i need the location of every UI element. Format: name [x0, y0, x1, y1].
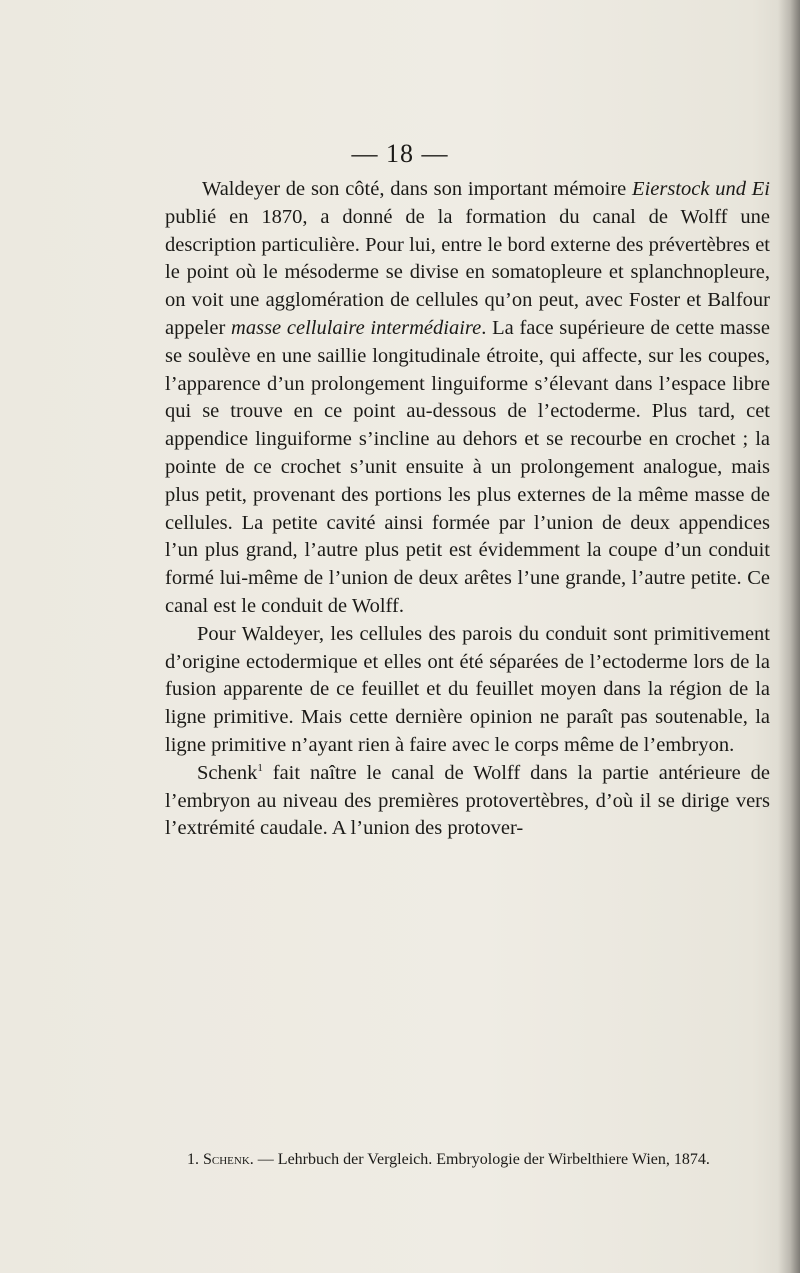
footnote-author: Schenk [203, 1151, 250, 1168]
text-segment: Schenk [197, 761, 258, 784]
footnote [165, 1149, 770, 1170]
text-segment: Pour Waldeyer, les cellules des parois du conduit sont primitivement d’origine ectodermique et elles ont été séparées de l’ectoderme lors de la fusion apparente de ce feuillet et du feuillet moyen dans la région de la ligne primitive. Mais cette dernière opinion ne paraît pas soutenable, la ligne primitive n’ayant rien à faire avec le corps même de l’embryon. [165, 622, 770, 756]
page-binding-shadow [778, 0, 800, 1273]
text-segment: fait naître le canal de Wolff dans la partie antérieure de l’embryon au niveau des premières protovertèbres, d’où il se dirige vers l’extrémité caudale. A l’union des protover- [165, 761, 770, 840]
italic-text: Eierstock und Ei [632, 178, 771, 200]
footnote-reference: 1 [257, 761, 263, 774]
text-segment: publié en 1870, a donné de la formation du canal de Wolff une description particulière. Pour lui, entre le bord externe des prévertèbres et le point où le mésoderme se divise en somatopleure et splanchnopleure, on voit une agglomération de cellules qu’on peut, avec Foster et Balfour appeler [165, 205, 770, 339]
body-text [165, 176, 770, 843]
footnote-number: 1. [187, 1151, 199, 1168]
page-number: — 18 — [351, 139, 449, 168]
paragraph [165, 176, 770, 621]
text-segment: . La face supérieure de cette masse se soulève en une saillie longitudinale étroite, qui affecte, sur les coupes, l’apparence d’un prolongement linguiforme s’élevant dans l’espace libre qui se trouve en ce point au-dessous de l’ectoderme. Plus tard, cet appendice linguiforme s’incline au dehors et se recourbe en crochet ; la pointe de ce crochet s’unit ensuite à un prolongement analogue, mais plus petit, provenant des portions les plus externes de la même masse de cellules. La petite cavité ainsi formée par l’union de deux appendices l’un plus grand, l’autre plus petit est évidemment la coupe d’un conduit formé lui-même de l’union de deux arêtes l’une grande, l’autre petite. Ce canal est le conduit de Wolff. [165, 316, 770, 617]
text-segment: Waldeyer de son côté, dans son important mémoire [202, 178, 633, 200]
paragraph [165, 760, 770, 843]
paragraph [165, 621, 770, 760]
footnote-text: . — Lehrbuch der Vergleich. Embryologie der Wirbelthiere Wien, 1874. [249, 1151, 710, 1168]
italic-text: masse cellulaire intermédiaire [231, 316, 482, 339]
footnote-entry [165, 1149, 770, 1170]
